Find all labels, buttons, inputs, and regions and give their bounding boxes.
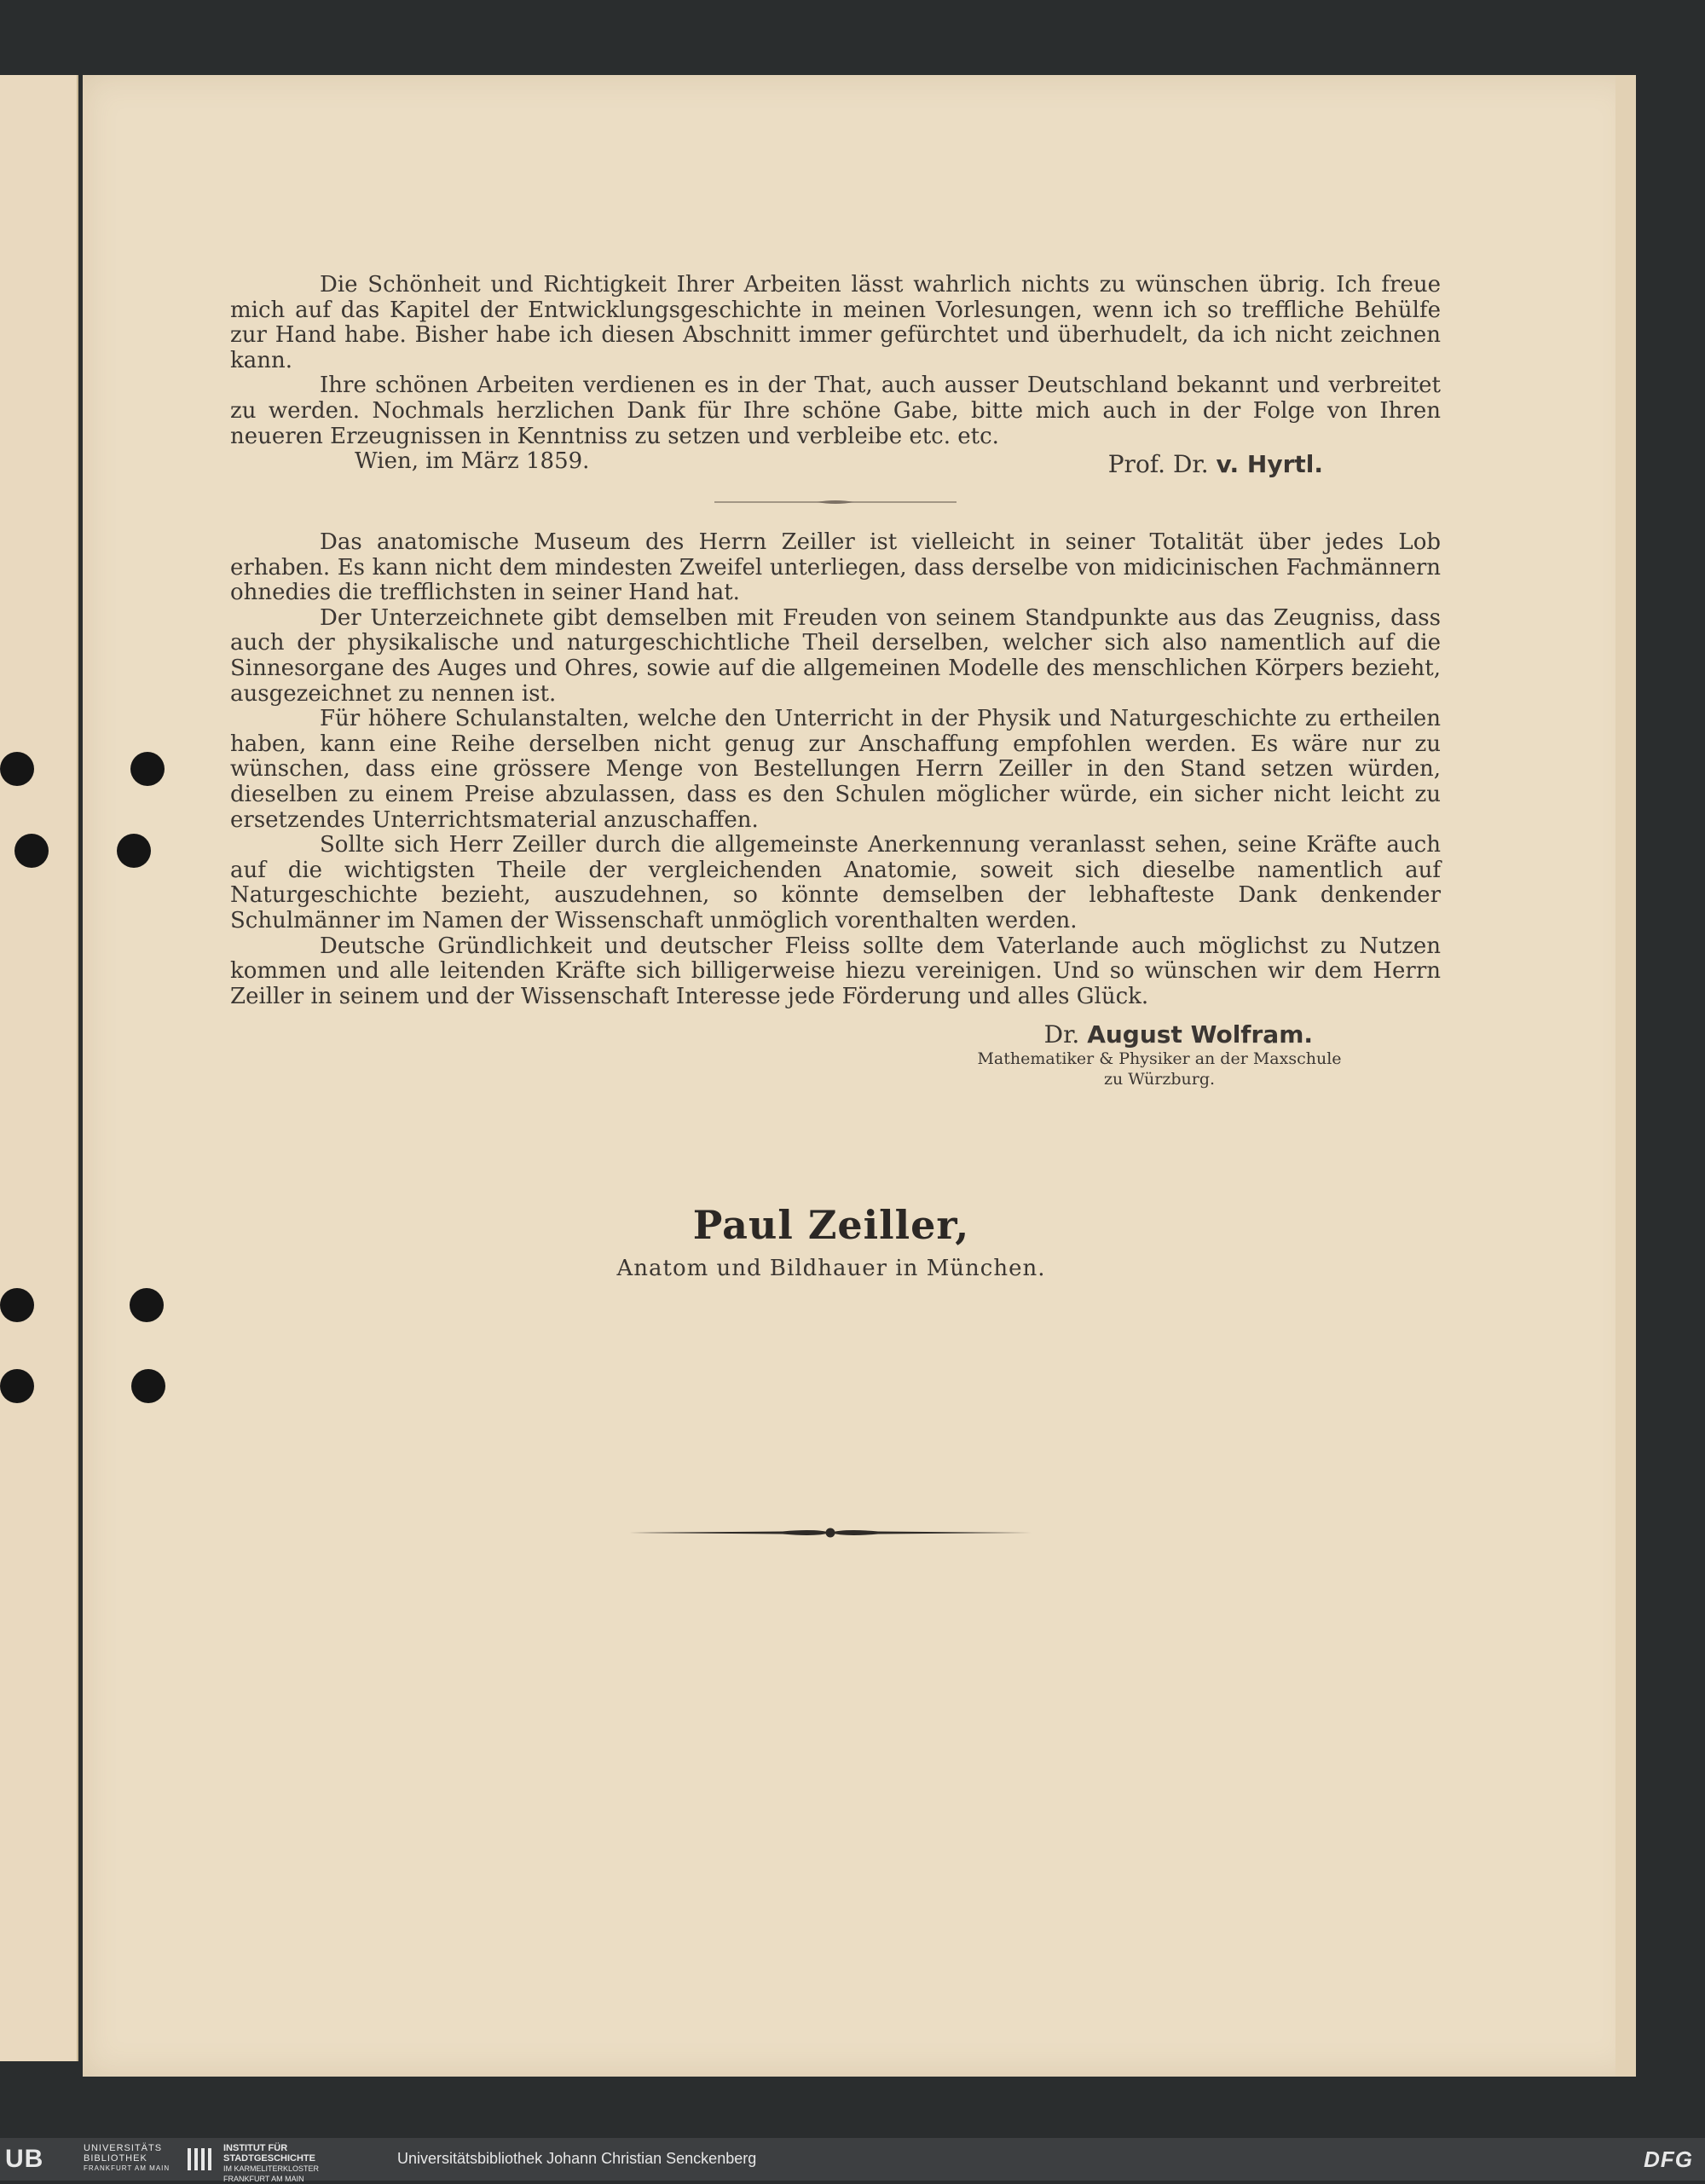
institute-name — [223, 2143, 319, 2184]
institute-line-4: FRANKFURT AM MAIN — [223, 2175, 304, 2183]
ub-line-2: BIBLIOTHEK — [84, 2153, 147, 2164]
ub-line-1: UNIVERSITÄTS — [84, 2143, 163, 2153]
page-title: Paul Zeiller, — [692, 1202, 970, 1248]
letter-wolfram-paragraph-2: Der Unterzeichnete gibt demselben mit Freuden von seinem Standpunkte aus das Zeugniss, dass auch der physikalische und naturgeschichtliche Theil derselben, welcher sich also namentlich auf die Sinnesorgane des Auges und Ohres, sowie auf die allgemeinen Modelle des menschlichen Körpers bezieht, ausgezeichnet zu nennen ist. — [230, 604, 1441, 707]
letter-wolfram-paragraph-4: Sollte sich Herr Zeiller durch die allgemeinste Anerkennung veranlasst sehen, seine Kräfte auch auf die wichtigsten Theile der vergleichenden Anatomie, soweit sich dieselbe namentlich auf Naturgeschichte bezieht, auszudehnen, so könnte demselben der lebhafteste Dank denkender Schulmänner im Namen der Wissenschaft unmöglich vorenthalten werden. — [230, 832, 1441, 933]
binder-hole — [117, 834, 151, 868]
letter-hyrtl — [230, 273, 1441, 475]
institute-line-2: STADTGESCHICHTE — [223, 2153, 315, 2164]
ub-line-3: FRANKFURT AM MAIN — [84, 2164, 170, 2172]
binder-hole — [14, 834, 49, 868]
signature-wolfram-prefix: Dr. — [1043, 1020, 1080, 1049]
signature-hyrtl-prefix: Prof. Dr. — [1107, 450, 1209, 478]
divider-ornament-large — [629, 1526, 1032, 1540]
signature-wolfram-place: zu Würzburg. — [1103, 1070, 1216, 1089]
page-subtitle: Anatom und Bildhauer in München. — [616, 1256, 1046, 1281]
letter-wolfram-paragraph-3: Für höhere Schulanstalten, welche den Unterricht in der Physik und Naturgeschichte zu ertheilen haben, kann eine Reihe derselben nicht genug zur Anschaffung empfohlen werden. Es wäre nur zu wünschen, dass eine grössere Menge von Bestellungen Herrn Zeiller in den Stand setzen würden, dieselben zu einem Preise abzulassen, dass es den Schulen möglicher würde, ein sicher nicht leicht zu ersetzendes Unterrichtsmaterial anzuschaffen. — [230, 706, 1441, 833]
footer-caption: Universitätsbibliothek Johann Christian Senckenberg — [397, 2150, 757, 2167]
institute-line-3: IM KARMELITERKLOSTER — [223, 2164, 320, 2173]
letter-wolfram — [230, 530, 1441, 1009]
letter-wolfram-paragraph-1: Das anatomische Museum des Herrn Zeiller ist vielleicht in seiner Totalität über jedes Lob erhaben. Es kann nicht dem mindesten Zweifel unterliegen, dass derselbe von midicinischen Fachmännern ohnedies die trefflichsten in seiner Hand hat. — [230, 529, 1441, 606]
letter-wolfram-paragraph-5: Deutsche Gründlichkeit und deutscher Fleiss sollte dem Vaterlande auch möglichst zu Nutzen kommen und alle leitenden Kräfte sich billigerweise hiezu vereinigen. Und so wünschen wir dem Herrn Zeiller in seinem und der Wissenschaft Interesse jede Förderung und alles Glück. — [230, 933, 1441, 1009]
footer-bar — [0, 2138, 1705, 2181]
ub-logo: UB — [5, 2145, 44, 2173]
signature-wolfram-role: Mathematiker & Physiker an der Maxschule — [977, 1049, 1342, 1068]
binder-hole — [0, 1288, 34, 1322]
letter-hyrtl-dateline: Wien, im März 1859. — [355, 448, 590, 475]
binder-hole — [0, 752, 34, 786]
divider-ornament-small — [714, 498, 957, 506]
signature-hyrtl-name: v. Hyrtl. — [1216, 450, 1323, 478]
ub-library-name — [84, 2143, 170, 2174]
signature-wolfram — [1044, 1020, 1313, 1049]
letter-hyrtl-paragraph-2: Ihre schönen Arbeiten verdienen es in der That, auch ausser Deutschland bekannt und verbreitet zu werden. Nochmals herzlichen Dank für Ihre schöne Gabe, bitte mich auch in der Folge von Ihren neueren Erzeugnissen in Kenntniss zu setzen und verbleibe etc. etc. — [230, 373, 1441, 449]
signature-wolfram-details — [955, 1049, 1364, 1089]
dfg-logo: DFG — [1644, 2146, 1693, 2172]
binder-hole — [130, 752, 165, 786]
signature-wolfram-name: August Wolfram. — [1087, 1020, 1313, 1049]
signature-hyrtl — [1108, 450, 1323, 478]
binder-hole — [130, 1288, 164, 1322]
institute-line-1: INSTITUT FÜR — [223, 2143, 288, 2153]
institute-columns-icon — [186, 2145, 215, 2174]
binder-hole — [0, 1369, 34, 1403]
previous-page-edge — [0, 75, 78, 2061]
letter-hyrtl-paragraph-1: Die Schönheit und Richtigkeit Ihrer Arbeiten lässt wahrlich nichts zu wünschen übrig. Ich freue mich auf das Kapitel der Entwicklungsgeschichte in meinen Vorlesungen, wenn ich so treffliche Behülfe zur Hand habe. Bisher habe ich diesen Abschnitt immer gefürchtet und überhudelt, da ich nicht zeichnen kann. — [230, 272, 1441, 373]
page-right-edge — [1615, 75, 1636, 2077]
binder-hole — [131, 1369, 165, 1403]
